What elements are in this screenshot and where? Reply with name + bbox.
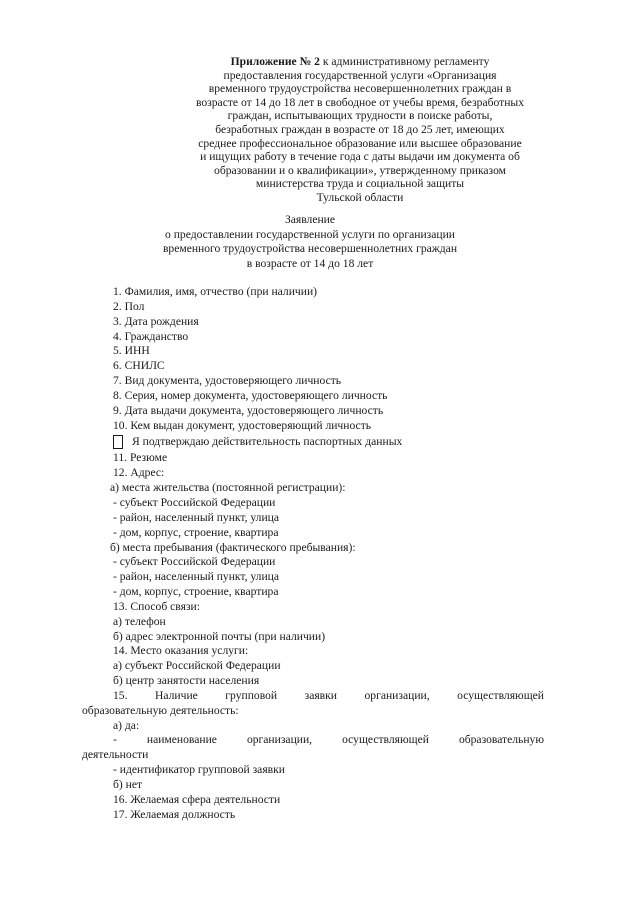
address-field: - субъект Российской Федерации	[113, 555, 276, 569]
org-name-word: образовательную	[458, 733, 544, 747]
group-id-field: - идентификатор групповой заявки	[113, 763, 285, 777]
form-item: 4. Гражданство	[113, 329, 189, 343]
form-item: 9. Дата выдачи документа, удостоверяющего личность	[113, 403, 384, 417]
group-option: б) нет	[113, 778, 143, 791]
title-line: временного трудоустройства несовершеннолетних граждан	[162, 242, 458, 256]
group-option: а) да:	[113, 718, 140, 732]
org-name-line	[82, 733, 544, 748]
title-line: в возрасте от 14 до 18 лет	[246, 256, 374, 270]
form-item: 16. Желаемая сфера деятельности	[113, 792, 281, 806]
passport-confirm-checkbox[interactable]	[113, 435, 123, 449]
address-field: - район, населенный пункт, улица	[113, 570, 280, 584]
form-item: 11. Резюме	[113, 451, 168, 465]
org-name-word: наименование	[146, 733, 217, 747]
org-name-word: организации,	[246, 733, 313, 747]
place-option: б) центр занятости населения	[113, 674, 260, 688]
item-15-word: организации,	[364, 688, 430, 702]
header-line: предоставления государственной услуги «Организация	[223, 68, 497, 82]
item-15-word: осуществляющей	[457, 688, 544, 702]
header-line: образовании и о квалификации», утвержденному приказом	[214, 163, 506, 177]
address-subitem: б) места пребывания (фактического пребывания):	[110, 540, 356, 554]
item-15-word: 15.	[113, 688, 128, 702]
address-field: - район, населенный пункт, улица	[113, 510, 280, 524]
form-item: 17. Желаемая должность	[113, 807, 236, 821]
item-15-continuation: образовательную деятельность:	[82, 703, 239, 717]
document-title	[100, 213, 520, 271]
contact-option: б) адрес электронной почты (при наличии)	[113, 629, 326, 643]
address-field: - субъект Российской Федерации	[113, 495, 276, 509]
form-item: 13. Способ связи:	[113, 599, 200, 613]
form-item: 3. Дата рождения	[113, 314, 199, 328]
org-name-word: -	[113, 733, 117, 747]
header-line: граждан, испытывающих трудности в поиске работы,	[227, 109, 493, 123]
header-line: министерства труда и социальной защиты	[255, 177, 465, 191]
header-line: и ищущих работу в течение года с даты выдачи им документа об	[200, 150, 520, 164]
address-field: - дом, корпус, строение, квартира	[113, 585, 279, 599]
form-item: 12. Адрес:	[113, 466, 165, 480]
application-form	[82, 285, 544, 823]
header-line: безработных граждан в возрасте от 18 до 25 лет, имеющих	[215, 122, 505, 136]
appendix-number: Приложение № 2	[230, 55, 320, 68]
appendix-header	[150, 55, 570, 205]
address-subitem: а) места жительства (постоянной регистрации):	[110, 481, 346, 495]
form-item: 8. Серия, номер документа, удостоверяющего личность	[113, 388, 388, 402]
form-item: 7. Вид документа, удостоверяющего личность	[113, 374, 342, 388]
item-15-word: групповой	[225, 688, 278, 702]
item-15-word: Наличие	[155, 688, 198, 702]
header-line: возрасте от 14 до 18 лет в свободное от учебы время, безработных	[195, 95, 525, 109]
title-line: о предоставлении государственной услуги по организации	[165, 227, 455, 241]
org-name-continuation: деятельности	[82, 748, 149, 762]
header-line: среднее профессиональное образование или высшее образование	[198, 136, 522, 150]
form-item: 6. СНИЛС	[113, 359, 165, 373]
form-item: 1. Фамилия, имя, отчество (при наличии)	[113, 285, 318, 298]
contact-option: а) телефон	[113, 614, 166, 628]
header-line: Тульской области	[316, 190, 404, 204]
passport-confirm-label: Я подтверждаю действительность паспортных данных	[132, 435, 403, 449]
place-option: а) субъект Российской Федерации	[113, 659, 281, 673]
form-item: 10. Кем выдан документ, удостоверяющий личность	[113, 418, 372, 432]
header-text: к административному регламенту	[322, 55, 490, 68]
org-name-word: осуществляющей	[342, 733, 429, 747]
item-15-word: заявки	[304, 688, 337, 702]
passport-confirm-row[interactable]	[82, 433, 544, 451]
header-line-1	[150, 55, 570, 69]
form-item: 5. ИНН	[113, 344, 150, 358]
header-line: временного трудоустройства несовершеннолетних граждан в	[208, 82, 512, 96]
form-item: 2. Пол	[113, 299, 145, 313]
item-15-line	[82, 689, 544, 704]
title-heading: Заявление	[284, 213, 336, 226]
address-field: - дом, корпус, строение, квартира	[113, 525, 279, 539]
form-item: 14. Место оказания услуги:	[113, 644, 249, 658]
